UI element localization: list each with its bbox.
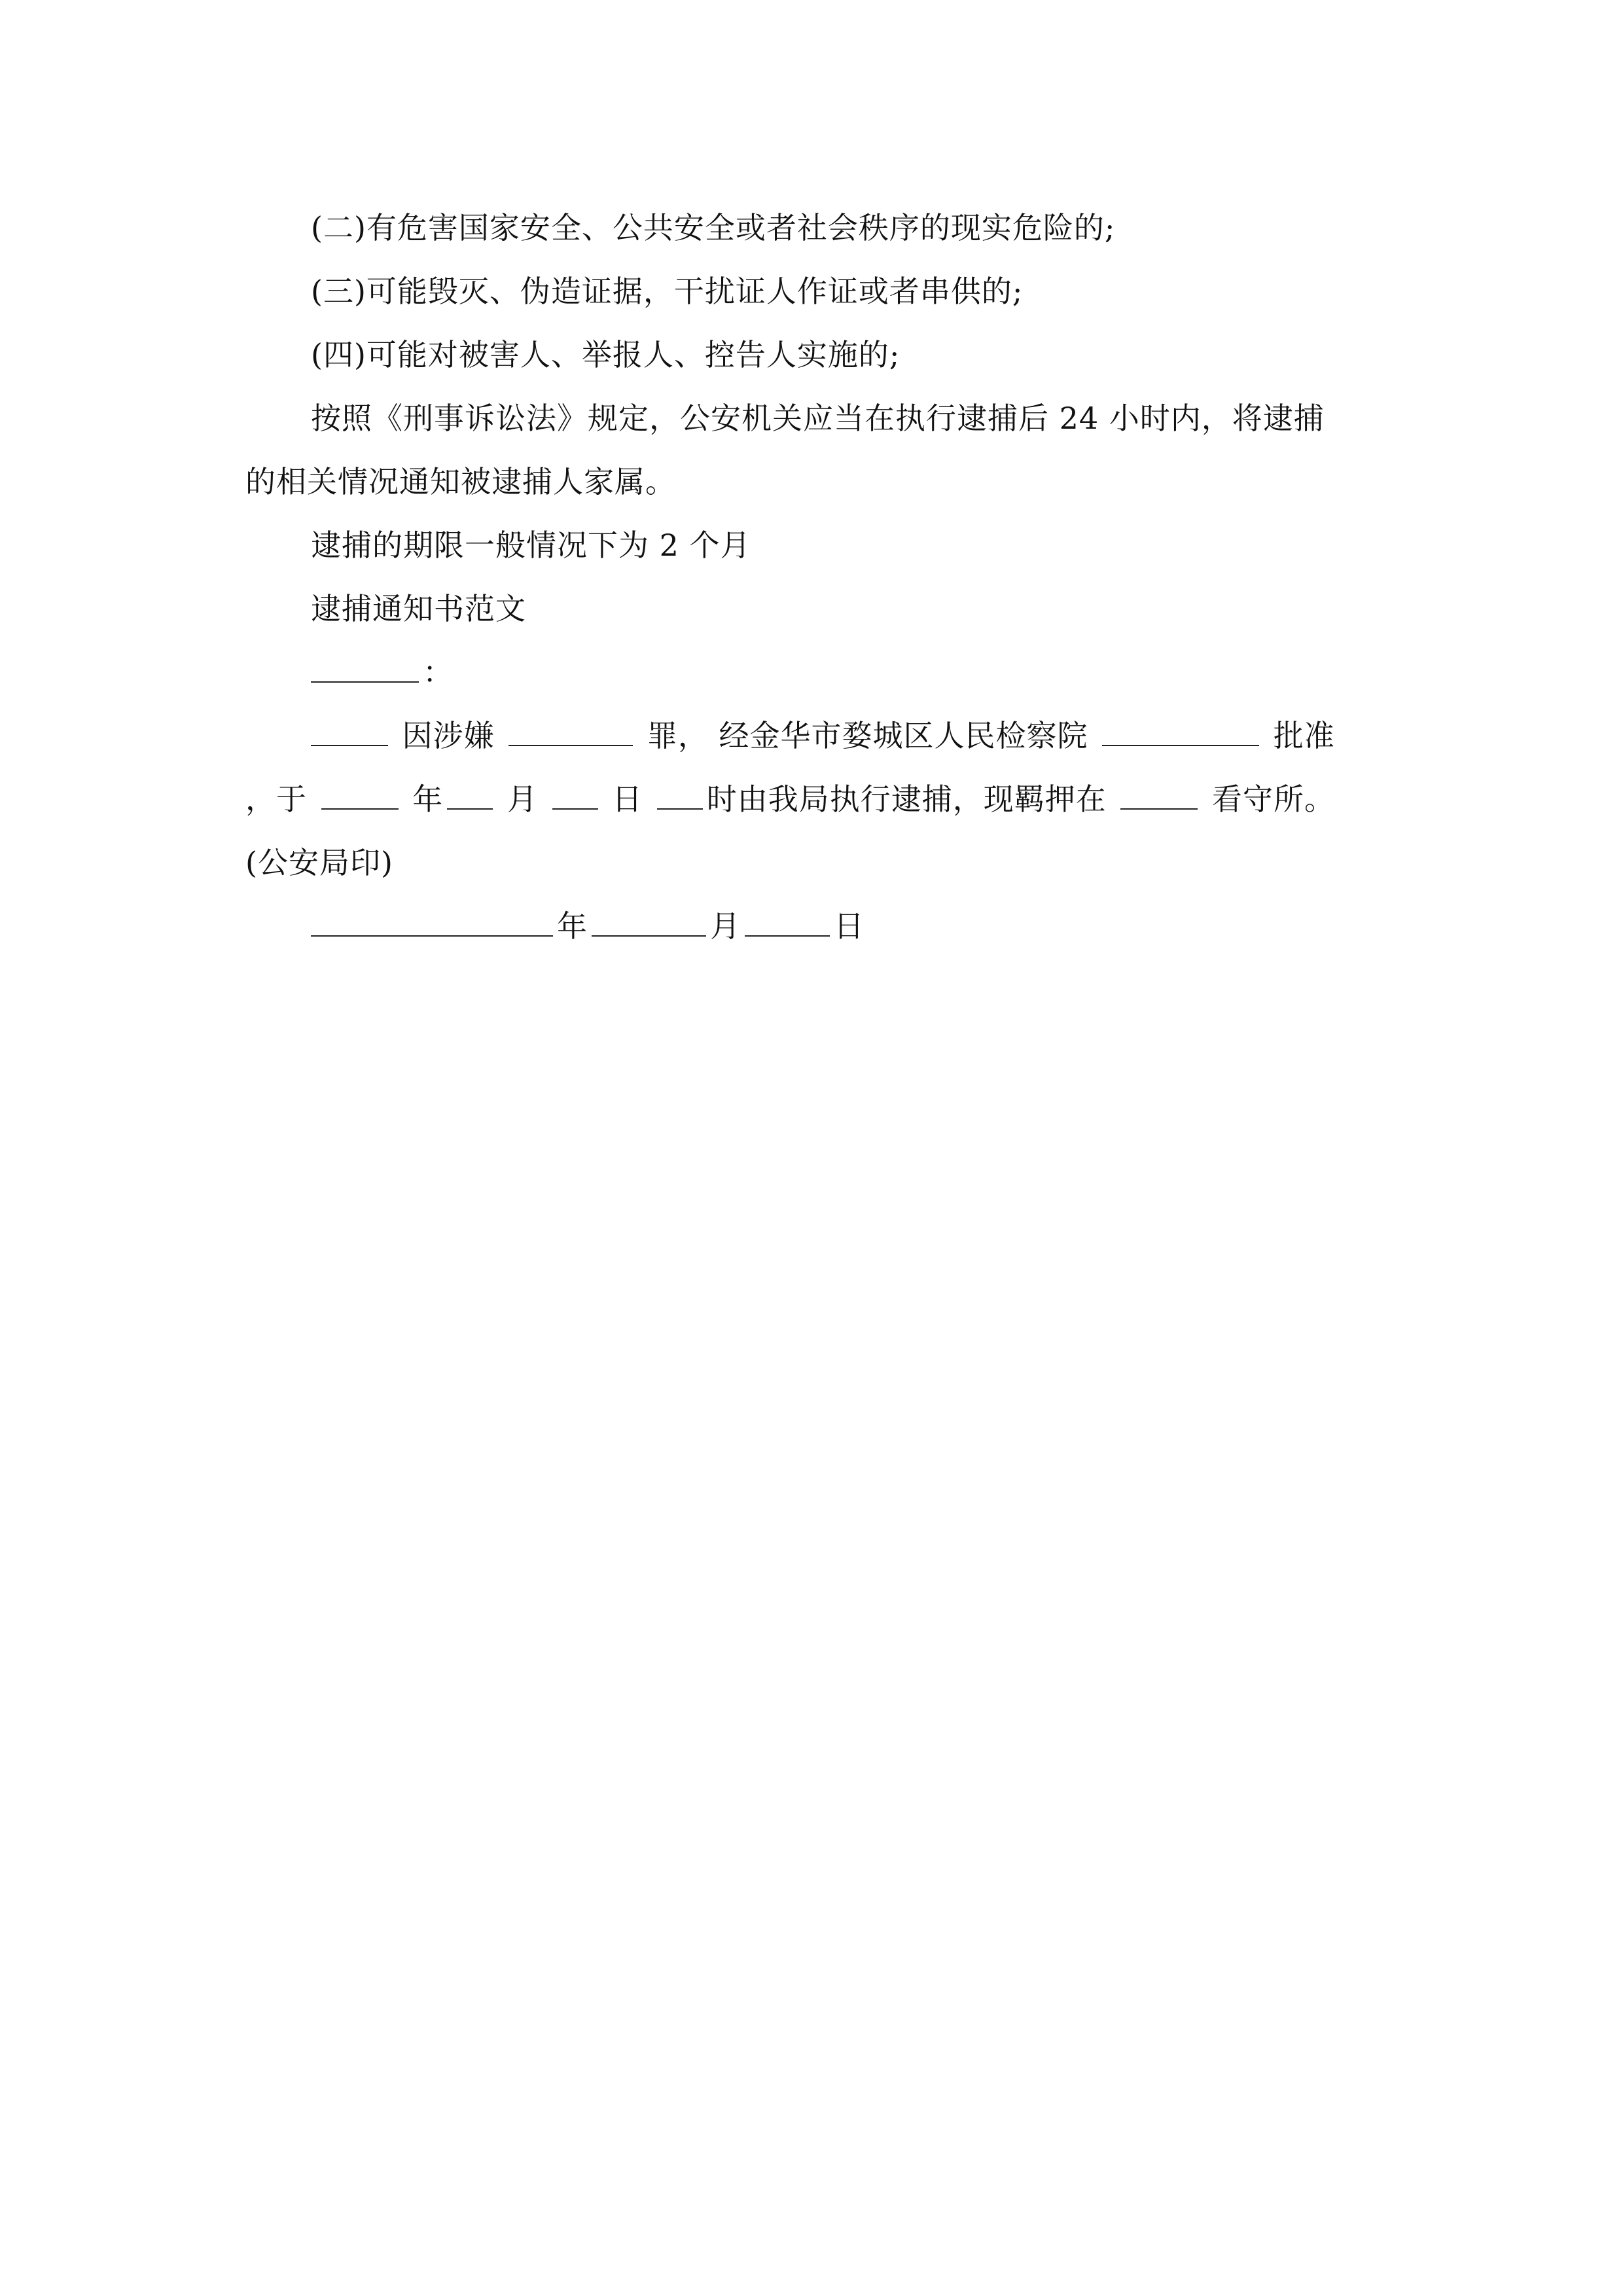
crime-blank [508, 719, 633, 746]
date-year-blank [311, 909, 553, 937]
seal-line: (公安局印) [245, 845, 393, 880]
crime-suffix-text: 罪， [647, 718, 709, 753]
template-heading: 逮捕通知书范文 [311, 591, 526, 626]
month-text: 月 [507, 781, 538, 817]
salutation-line [245, 641, 1378, 704]
day-blank [552, 782, 598, 810]
date-day-text: 日 [834, 908, 865, 944]
hour-blank [657, 782, 703, 810]
year-blank [321, 782, 399, 810]
document-content [245, 196, 1378, 958]
signature-date-line [245, 895, 1378, 958]
on-date-text: ，于 [245, 781, 307, 817]
list-item-4: (四)可能对被害人、举报人、控告人实施的; [311, 337, 901, 372]
year-text: 年 [412, 781, 444, 817]
date-month-blank [592, 909, 706, 937]
law-paragraph-line-1: 按照《刑事诉讼法》规定，公安机关应当在执行逮捕后 24 小时内，将逮捕 [311, 401, 1325, 436]
name-blank [311, 719, 388, 746]
detention-text: 看守所。 [1212, 781, 1335, 817]
approval-text: 批准 [1273, 718, 1335, 753]
notice-sentence-line-1 [245, 704, 1378, 768]
notice-sentence-line-2 [245, 768, 1378, 831]
detention-blank [1120, 782, 1198, 810]
approval-blank [1102, 719, 1259, 746]
arrest-period-text: 逮捕的期限一般情况下为 2 个月 [311, 528, 751, 563]
execution-text: 时由我局执行逮捕，现羁押在 [706, 781, 1107, 817]
law-paragraph-line-2: 的相关情况通知被逮捕人家属。 [245, 464, 676, 499]
salutation-colon: ： [423, 655, 454, 690]
suspected-text: 因涉嫌 [402, 718, 495, 753]
list-item-2: (二)有危害国家安全、公共安全或者社会秩序的现实危险的; [311, 210, 1116, 245]
date-year-text: 年 [557, 908, 588, 944]
month-blank [447, 782, 493, 810]
date-month-text: 月 [710, 908, 741, 944]
date-day-blank [745, 909, 830, 937]
procuratorate-text: 经金华市婺城区人民检察院 [719, 718, 1088, 753]
day-text: 日 [612, 781, 643, 817]
recipient-blank [311, 655, 419, 683]
list-item-3: (三)可能毁灭、伪造证据，干扰证人作证或者串供的; [311, 274, 1024, 309]
